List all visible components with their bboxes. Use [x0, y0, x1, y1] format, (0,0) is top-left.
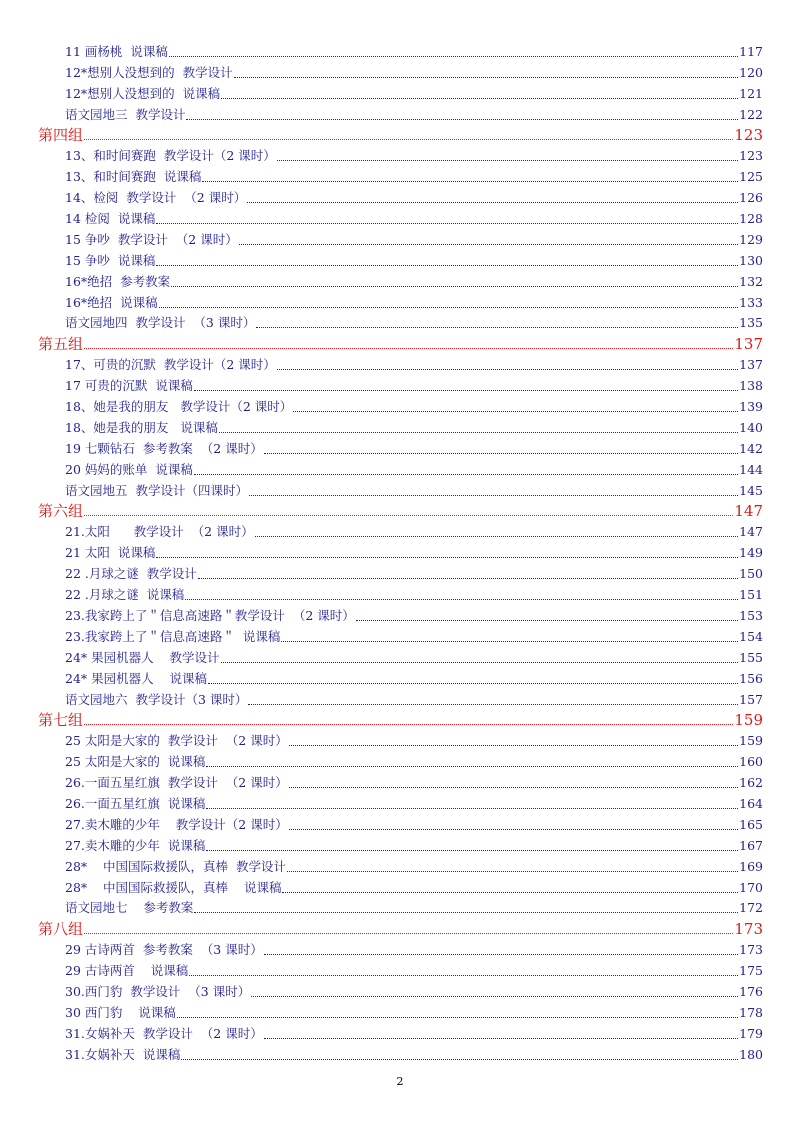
dot-leader [277, 369, 738, 370]
dot-leader [194, 390, 738, 391]
toc-entry-page: 179 [739, 1025, 763, 1041]
dot-leader [206, 766, 738, 767]
dot-leader [84, 724, 733, 725]
toc-entry[interactable] [38, 144, 763, 165]
toc-entry-page: 132 [739, 273, 763, 289]
toc-group-page: 159 [734, 711, 763, 730]
dot-leader [239, 244, 738, 245]
toc-entry[interactable] [38, 228, 763, 249]
toc-entry-title: 30.西门豹 教学设计 （3 课时） [65, 983, 251, 999]
toc-entry-page: 133 [739, 294, 763, 310]
dot-leader [281, 641, 738, 642]
dot-leader [289, 787, 738, 788]
toc-entry[interactable] [38, 855, 763, 876]
toc-entry[interactable] [38, 103, 763, 124]
toc-entry[interactable] [38, 82, 763, 103]
toc-entry[interactable] [38, 520, 763, 541]
toc-entry-title: 17 可贵的沉默 说课稿 [65, 378, 193, 394]
toc-entry-title: 21 太阳 说课稿 [65, 545, 156, 561]
toc-entry-page: 142 [739, 440, 763, 456]
toc-entry[interactable] [38, 1001, 763, 1022]
page-number: 2 [396, 1075, 404, 1088]
toc-entry[interactable] [38, 834, 763, 855]
toc-entry-title: 15 争吵 教学设计 （2 课时） [65, 231, 238, 247]
dot-leader [256, 327, 738, 328]
toc-entry-title: 22 .月球之谜 说课稿 [65, 587, 185, 603]
toc-entry[interactable] [38, 625, 763, 646]
dot-leader [156, 265, 738, 266]
toc-entry[interactable] [38, 541, 763, 562]
toc-group-heading[interactable] [38, 709, 763, 730]
toc-group-heading[interactable] [38, 332, 763, 353]
toc-entry-page: 169 [739, 858, 763, 874]
dot-leader [356, 620, 738, 621]
dot-leader [251, 996, 738, 997]
dot-leader [156, 223, 738, 224]
dot-leader [219, 432, 738, 433]
toc-entry[interactable] [38, 437, 763, 458]
toc-entry-title: 16*绝招 参考教案 [65, 273, 171, 289]
dot-leader [159, 307, 739, 308]
toc-group-page: 173 [734, 920, 763, 939]
toc-entry-page: 178 [739, 1004, 763, 1020]
toc-group-title: 第七组 [38, 711, 84, 730]
toc-entry[interactable] [38, 1043, 763, 1064]
toc-group-title: 第六组 [38, 502, 84, 521]
toc-entry-title: 14、检阅 教学设计 （2 课时） [65, 190, 247, 206]
toc-entry-title: 21.太阳 教学设计 （2 课时） [65, 524, 254, 540]
toc-entry-title: 13、和时间赛跑 教学设计（2 课时） [65, 148, 276, 164]
toc-entry-title: 24* 果园机器人 说课稿 [65, 670, 208, 686]
toc-entry-title: 语文园地四 教学设计 （3 课时） [65, 315, 256, 331]
toc-entry-title: 12*想别人没想到的 教学设计 [65, 64, 233, 80]
toc-entry-title: 13、和时间赛跑 说课稿 [65, 169, 202, 185]
toc-entry-title: 28* 中国国际救援队，真棒 说课稿 [65, 879, 282, 895]
toc-entry-title: 19 七颗钻石 参考教案 （2 课时） [65, 440, 263, 456]
toc-entry-title: 25 太阳是大家的 说课稿 [65, 754, 206, 770]
toc-entry-page: 139 [739, 399, 763, 415]
toc-entry[interactable] [38, 876, 763, 897]
toc-entry-page: 137 [739, 357, 763, 373]
toc-group-page: 123 [734, 126, 763, 145]
dot-leader [181, 1059, 738, 1060]
toc-entry[interactable] [38, 249, 763, 270]
toc-entry-page: 150 [739, 566, 763, 582]
dot-leader [289, 829, 738, 830]
dot-leader [255, 536, 739, 537]
toc-entry[interactable] [38, 813, 763, 834]
toc-entry-page: 167 [739, 837, 763, 853]
toc-entry[interactable] [38, 374, 763, 395]
toc-entry[interactable] [38, 479, 763, 500]
toc-entry-page: 145 [739, 482, 763, 498]
toc-entry-title: 15 争吵 说课稿 [65, 252, 156, 268]
dot-leader [277, 160, 738, 161]
toc-entry-page: 175 [739, 963, 763, 979]
toc-entry[interactable] [38, 562, 763, 583]
toc-entry-page: 164 [739, 795, 763, 811]
dot-leader [221, 98, 738, 99]
dot-leader [287, 871, 738, 872]
toc-group-heading[interactable] [38, 917, 763, 938]
toc-entry-page: 138 [739, 378, 763, 394]
toc-entry[interactable] [38, 980, 763, 1001]
dot-leader [194, 912, 738, 913]
toc-entry-page: 130 [739, 252, 763, 268]
toc-entry[interactable] [38, 186, 763, 207]
toc-group-title: 第八组 [38, 920, 84, 939]
toc-entry[interactable] [38, 729, 763, 750]
toc-entry-title: 27.卖木雕的少年 说课稿 [65, 837, 206, 853]
dot-leader [186, 119, 738, 120]
toc-entry-page: 165 [739, 816, 763, 832]
toc-entry-title: 29 古诗两首 参考教案 （3 课时） [65, 942, 263, 958]
toc-entry-title: 16*绝招 说课稿 [65, 294, 158, 310]
toc-entry-title: 31.女娲补天 说课稿 [65, 1046, 181, 1062]
toc-entry-page: 117 [739, 43, 763, 59]
toc-entry-page: 128 [739, 211, 763, 227]
toc-entry-page: 147 [739, 524, 763, 540]
toc-entry[interactable] [38, 688, 763, 709]
toc-entry[interactable] [38, 604, 763, 625]
dot-leader [84, 515, 733, 516]
toc-entry[interactable] [38, 750, 763, 771]
toc-entry-title: 18、她是我的朋友 教学设计（2 课时） [65, 399, 293, 415]
toc-entry-title: 语文园地五 教学设计（四课时） [65, 482, 248, 498]
toc-entry[interactable] [38, 458, 763, 479]
toc-group-heading[interactable] [38, 500, 763, 521]
toc-entry[interactable] [38, 312, 763, 333]
toc-entry-page: 160 [739, 754, 763, 770]
toc-entry-title: 24* 果园机器人 教学设计 [65, 649, 220, 665]
toc-entry-page: 126 [739, 190, 763, 206]
dot-leader [177, 1017, 738, 1018]
toc-entry-page: 135 [739, 315, 763, 331]
toc-entry[interactable] [38, 395, 763, 416]
toc-entry[interactable] [38, 61, 763, 82]
toc-entry-page: 159 [739, 733, 763, 749]
dot-leader [156, 557, 738, 558]
toc-entry-page: 180 [739, 1046, 763, 1062]
dot-leader [208, 683, 738, 684]
toc-entry-page: 156 [739, 670, 763, 686]
toc-group-title: 第四组 [38, 126, 84, 145]
toc-entry-page: 140 [739, 419, 763, 435]
toc-entry-page: 151 [739, 587, 763, 603]
dot-leader [264, 954, 738, 955]
toc-entry[interactable] [38, 938, 763, 959]
toc-group-page: 147 [734, 502, 763, 521]
toc-entry-title: 12*想别人没想到的 说课稿 [65, 85, 221, 101]
toc-entry[interactable] [38, 291, 763, 312]
toc-entry[interactable] [38, 207, 763, 228]
dot-leader [289, 745, 738, 746]
dot-leader [185, 599, 738, 600]
toc-entry[interactable] [38, 771, 763, 792]
toc-entry-page: 153 [739, 607, 763, 623]
dot-leader [189, 975, 738, 976]
dot-leader [206, 808, 738, 809]
toc-entry-title: 20 妈妈的账单 说课稿 [65, 461, 193, 477]
toc-entry-title: 14 检阅 说课稿 [65, 211, 156, 227]
toc-entry-page: 125 [739, 169, 763, 185]
toc-entry-page: 172 [739, 900, 763, 916]
dot-leader [198, 578, 738, 579]
toc-entry[interactable] [38, 583, 763, 604]
toc-entry-title: 11 画杨桃 说课稿 [65, 43, 168, 59]
toc-entry-title: 27.卖木雕的少年 教学设计（2 课时） [65, 816, 288, 832]
toc-entry[interactable] [38, 646, 763, 667]
dot-leader [249, 495, 738, 496]
dot-leader [202, 181, 738, 182]
toc-entry-title: 语文园地七 参考教案 [65, 900, 194, 916]
dot-leader [234, 77, 739, 78]
toc-entry-title: 26.一面五星红旗 教学设计 （2 课时） [65, 775, 288, 791]
toc-entry-page: 144 [739, 461, 763, 477]
dot-leader [221, 662, 739, 663]
toc-entry[interactable] [38, 353, 763, 374]
toc-entry[interactable] [38, 270, 763, 291]
toc-entry-title: 25 太阳是大家的 教学设计 （2 课时） [65, 733, 288, 749]
dot-leader [282, 892, 738, 893]
dot-leader [264, 1038, 738, 1039]
toc-entry-title: 23.我家跨上了＂信息高速路＂教学设计 （2 课时） [65, 607, 355, 623]
toc-entry-page: 155 [739, 649, 763, 665]
dot-leader [84, 139, 733, 140]
dot-leader [264, 453, 738, 454]
toc-entry-page: 129 [739, 231, 763, 247]
toc-entry-title: 语文园地六 教学设计（3 课时） [65, 691, 248, 707]
toc-entry-title: 18、她是我的朋友 说课稿 [65, 419, 218, 435]
toc-entry-title: 22 .月球之谜 教学设计 [65, 566, 197, 582]
toc-entry-page: 154 [739, 628, 763, 644]
toc-entry[interactable] [38, 897, 763, 918]
table-of-contents [38, 40, 763, 1064]
toc-entry-title: 17、可贵的沉默 教学设计（2 课时） [65, 357, 276, 373]
toc-entry[interactable] [38, 792, 763, 813]
toc-entry-page: 120 [739, 64, 763, 80]
toc-entry-title: 语文园地三 教学设计 [65, 106, 186, 122]
toc-entry[interactable] [38, 959, 763, 980]
dot-leader [194, 474, 738, 475]
toc-entry-page: 176 [739, 983, 763, 999]
toc-entry-title: 28* 中国国际救援队，真棒 教学设计 [65, 858, 286, 874]
toc-entry-page: 122 [739, 106, 763, 122]
toc-group-heading[interactable] [38, 124, 763, 145]
dot-leader [206, 850, 738, 851]
toc-entry-page: 157 [739, 691, 763, 707]
dot-leader [248, 704, 738, 705]
toc-entry-page: 121 [739, 85, 763, 101]
toc-entry-page: 162 [739, 775, 763, 791]
toc-entry-page: 170 [739, 879, 763, 895]
toc-entry-title: 31.女娲补天 教学设计 （2 课时） [65, 1025, 263, 1041]
toc-entry[interactable] [38, 667, 763, 688]
dot-leader [84, 933, 733, 934]
toc-entry[interactable] [38, 165, 763, 186]
dot-leader [169, 56, 738, 57]
toc-entry[interactable] [38, 1022, 763, 1043]
toc-entry-title: 30 西门豹 说课稿 [65, 1004, 176, 1020]
toc-entry-page: 123 [739, 148, 763, 164]
dot-leader [84, 348, 733, 349]
dot-leader [247, 202, 738, 203]
toc-entry[interactable] [38, 40, 763, 61]
dot-leader [171, 286, 738, 287]
toc-entry-page: 149 [739, 545, 763, 561]
toc-entry-title: 23.我家跨上了＂信息高速路＂ 说课稿 [65, 628, 281, 644]
dot-leader [293, 411, 738, 412]
toc-group-title: 第五组 [38, 335, 84, 354]
toc-entry[interactable] [38, 416, 763, 437]
toc-entry-page: 173 [739, 942, 763, 958]
toc-entry-title: 26.一面五星红旗 说课稿 [65, 795, 206, 811]
toc-entry-title: 29 古诗两首 说课稿 [65, 963, 189, 979]
toc-group-page: 137 [734, 335, 763, 354]
